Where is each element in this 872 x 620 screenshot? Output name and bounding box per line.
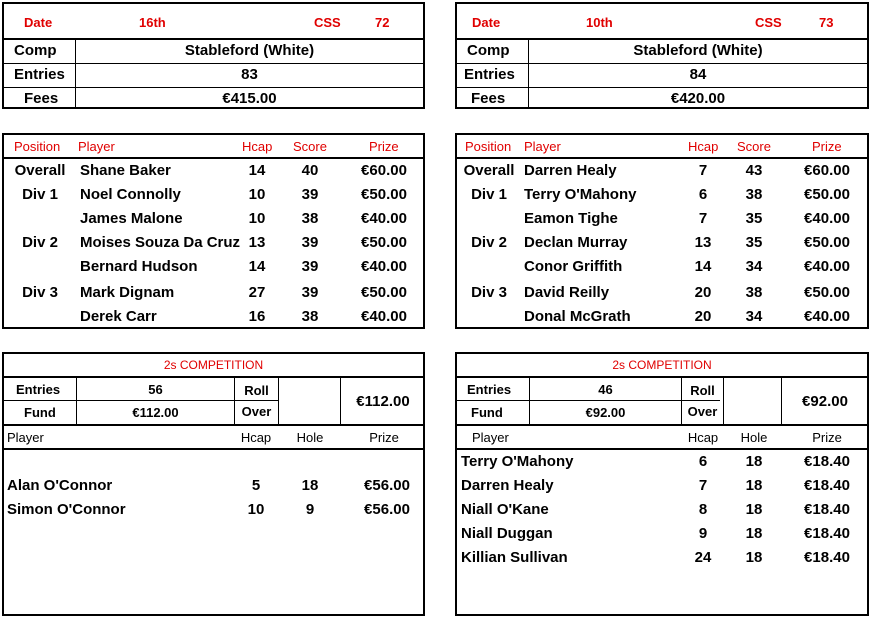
twos-over-label: Over xyxy=(241,404,272,419)
twos-fund-label: Fund xyxy=(471,405,503,420)
divider xyxy=(457,38,867,40)
right-date-value: 10th xyxy=(586,15,613,30)
col-header-hole: Hole xyxy=(296,430,324,445)
col-header-player: Player xyxy=(7,430,44,445)
left-date-label: Date xyxy=(24,15,53,30)
hcap-cell: 27 xyxy=(248,284,266,301)
prize-cell: €18.40 xyxy=(804,525,850,542)
score-cell: 39 xyxy=(301,234,319,251)
col-header-prize: Prize xyxy=(369,430,399,445)
position-cell: Div 3 xyxy=(22,284,58,301)
twos-roll-label: Roll xyxy=(244,383,269,398)
table-row xyxy=(4,258,423,278)
col-header-prize: Prize xyxy=(369,139,399,154)
left-css-value: 72 xyxy=(375,15,390,30)
divider xyxy=(457,448,867,450)
divider xyxy=(4,38,423,40)
right-fees-label: Fees xyxy=(471,90,506,107)
table-row xyxy=(4,186,423,206)
player-cell: Derek Carr xyxy=(80,308,157,325)
score-cell: 39 xyxy=(301,284,319,301)
hcap-cell: 14 xyxy=(694,258,712,275)
player-cell: Darren Healy xyxy=(461,477,554,494)
right-css-value: 73 xyxy=(819,15,834,30)
col-header-player: Player xyxy=(78,139,115,154)
left-entries-value: 83 xyxy=(241,66,258,83)
twos-fund-value: €92.00 xyxy=(585,405,626,420)
col-header-hcap: Hcap xyxy=(687,430,719,445)
score-cell: 38 xyxy=(745,284,763,301)
prize-cell: €18.40 xyxy=(804,477,850,494)
table-row xyxy=(4,477,423,497)
hcap-cell: 13 xyxy=(694,234,712,251)
divider xyxy=(4,87,423,88)
right-twos-competition xyxy=(455,352,869,616)
player-cell: Simon O'Connor xyxy=(7,501,126,518)
score-cell: 34 xyxy=(745,308,763,325)
score-cell: 35 xyxy=(745,234,763,251)
hcap-cell: 6 xyxy=(698,453,708,470)
prize-cell: €40.00 xyxy=(804,210,850,227)
player-cell: Killian Sullivan xyxy=(461,549,568,566)
hcap-cell: 7 xyxy=(698,210,708,227)
divider xyxy=(278,377,279,424)
table-row xyxy=(457,308,867,328)
twos-total: €92.00 xyxy=(802,393,848,410)
twos-entries-value: 46 xyxy=(598,382,613,397)
prize-cell: €50.00 xyxy=(361,234,407,251)
hcap-cell: 8 xyxy=(698,501,708,518)
col-header-player: Player xyxy=(524,139,561,154)
divider xyxy=(457,424,867,426)
position-cell: Div 1 xyxy=(471,186,507,203)
table-row xyxy=(457,258,867,278)
prize-cell: €50.00 xyxy=(804,284,850,301)
prize-cell: €50.00 xyxy=(804,186,850,203)
player-cell: Darren Healy xyxy=(524,162,617,179)
position-cell: Div 2 xyxy=(471,234,507,251)
score-cell: 39 xyxy=(301,186,319,203)
score-cell: 40 xyxy=(301,162,319,179)
left-css-label: CSS xyxy=(314,15,341,30)
hcap-cell: 7 xyxy=(698,162,708,179)
col-header-hcap: Hcap xyxy=(242,139,273,154)
twos-entries-label: Entries xyxy=(467,382,512,397)
twos-fund-value: €112.00 xyxy=(132,405,179,420)
twos-total: €112.00 xyxy=(356,393,410,410)
position-cell: Overall xyxy=(14,162,66,179)
hcap-cell: 10 xyxy=(248,210,266,227)
prize-cell: €18.40 xyxy=(804,501,850,518)
right-header-box xyxy=(455,2,869,109)
table-row xyxy=(457,549,867,569)
hcap-cell: 20 xyxy=(694,284,712,301)
prize-cell: €40.00 xyxy=(804,308,850,325)
player-cell: Conor Griffith xyxy=(524,258,623,275)
table-row xyxy=(457,210,867,230)
table-row xyxy=(4,284,423,304)
divider xyxy=(457,87,867,88)
right-entries-value: 84 xyxy=(689,66,707,83)
hole-cell: 18 xyxy=(745,549,763,566)
player-cell: Moises Souza Da Cruz xyxy=(80,234,241,251)
hcap-cell: 13 xyxy=(248,234,266,251)
prize-cell: €50.00 xyxy=(361,186,407,203)
prize-cell: €60.00 xyxy=(361,162,407,179)
score-cell: 43 xyxy=(745,162,763,179)
table-row xyxy=(457,525,867,545)
divider xyxy=(4,448,423,450)
table-row xyxy=(457,162,867,182)
player-cell: Terry O'Mahony xyxy=(461,453,574,470)
divider xyxy=(4,376,423,378)
hcap-cell: 20 xyxy=(694,308,712,325)
prize-cell: €40.00 xyxy=(361,308,407,325)
hole-cell: 18 xyxy=(745,477,763,494)
col-header-prize: Prize xyxy=(812,430,842,445)
prize-cell: €40.00 xyxy=(804,258,850,275)
position-cell: Div 1 xyxy=(22,186,58,203)
player-cell: Terry O'Mahony xyxy=(524,186,637,203)
left-header-box xyxy=(2,2,425,109)
hole-cell: 18 xyxy=(745,525,763,542)
table-row xyxy=(4,453,423,473)
table-row xyxy=(457,453,867,473)
right-results-table xyxy=(455,133,869,329)
twos-over-label: Over xyxy=(687,404,718,419)
player-cell: Noel Connolly xyxy=(80,186,181,203)
table-row xyxy=(457,234,867,254)
table-row xyxy=(4,210,423,230)
player-cell: Mark Dignam xyxy=(80,284,175,301)
hcap-cell: 7 xyxy=(698,477,708,494)
twos-fund-label: Fund xyxy=(24,405,56,420)
hole-cell: 9 xyxy=(305,501,315,518)
player-cell: James Malone xyxy=(80,210,183,227)
left-comp-label: Comp xyxy=(14,42,57,59)
table-row xyxy=(4,162,423,182)
player-cell: Niall Duggan xyxy=(461,525,553,542)
hcap-cell: 14 xyxy=(248,258,266,275)
prize-cell: €40.00 xyxy=(361,210,407,227)
prize-cell: €40.00 xyxy=(361,258,407,275)
left-comp-value: Stableford (White) xyxy=(184,42,315,59)
player-cell: Eamon Tighe xyxy=(524,210,618,227)
right-comp-value: Stableford (White) xyxy=(633,42,763,59)
prize-cell: €18.40 xyxy=(804,549,850,566)
twos-title: 2s COMPETITION xyxy=(163,358,264,372)
player-cell: David Reilly xyxy=(524,284,610,301)
col-header-hole: Hole xyxy=(740,430,768,445)
twos-roll-label: Roll xyxy=(690,383,715,398)
left-fees-value: €415.00 xyxy=(222,90,277,107)
right-comp-label: Comp xyxy=(467,42,510,59)
prize-cell: €18.40 xyxy=(804,453,850,470)
left-results-table xyxy=(2,133,425,329)
prize-cell: €50.00 xyxy=(361,284,407,301)
hole-cell: 18 xyxy=(745,453,763,470)
divider xyxy=(4,63,423,64)
twos-entries-label: Entries xyxy=(16,382,61,397)
table-row xyxy=(457,477,867,497)
table-row xyxy=(4,234,423,254)
col-header-position: Position xyxy=(14,139,61,154)
score-cell: 38 xyxy=(301,210,319,227)
player-cell: Niall O'Kane xyxy=(461,501,549,518)
hcap-cell: 6 xyxy=(698,186,708,203)
player-cell: Bernard Hudson xyxy=(80,258,198,275)
right-css-label: CSS xyxy=(755,15,782,30)
hcap-cell: 16 xyxy=(248,308,266,325)
score-cell: 39 xyxy=(301,258,319,275)
player-cell: Alan O'Connor xyxy=(7,477,113,494)
prize-cell: €60.00 xyxy=(804,162,850,179)
score-cell: 34 xyxy=(745,258,763,275)
col-header-score: Score xyxy=(737,139,771,154)
left-entries-label: Entries xyxy=(14,66,65,83)
table-row xyxy=(457,284,867,304)
left-fees-label: Fees xyxy=(24,90,59,107)
hcap-cell: 10 xyxy=(248,186,266,203)
position-cell: Div 3 xyxy=(471,284,507,301)
hcap-cell: 24 xyxy=(694,549,712,566)
player-cell: Shane Baker xyxy=(80,162,171,179)
table-row xyxy=(457,186,867,206)
right-entries-label: Entries xyxy=(464,66,515,83)
hcap-cell: 14 xyxy=(248,162,266,179)
divider xyxy=(457,63,867,64)
col-header-player: Player xyxy=(472,430,509,445)
col-header-score: Score xyxy=(293,139,327,154)
player-cell: Declan Murray xyxy=(524,234,628,251)
hcap-cell: 5 xyxy=(251,477,261,494)
table-row xyxy=(4,308,423,328)
col-header-hcap: Hcap xyxy=(240,430,272,445)
twos-entries-value: 56 xyxy=(148,382,163,397)
score-cell: 35 xyxy=(745,210,763,227)
hcap-cell: 10 xyxy=(247,501,265,518)
divider xyxy=(4,157,423,159)
right-fees-value: €420.00 xyxy=(670,90,726,107)
player-cell: Donal McGrath xyxy=(524,308,631,325)
divider xyxy=(723,377,724,424)
position-cell: Div 2 xyxy=(22,234,58,251)
divider xyxy=(4,424,423,426)
right-date-label: Date xyxy=(472,15,501,30)
hole-cell: 18 xyxy=(301,477,319,494)
col-header-position: Position xyxy=(465,139,512,154)
twos-title: 2s COMPETITION xyxy=(612,358,712,372)
score-cell: 38 xyxy=(745,186,763,203)
col-header-hcap: Hcap xyxy=(688,139,719,154)
table-row xyxy=(457,501,867,521)
left-twos-competition xyxy=(2,352,425,616)
position-cell: Overall xyxy=(463,162,515,179)
divider xyxy=(4,400,278,401)
prize-cell: €50.00 xyxy=(804,234,850,251)
left-date-value: 16th xyxy=(139,15,166,30)
divider xyxy=(457,376,867,378)
prize-cell: €56.00 xyxy=(364,501,410,518)
hole-cell: 18 xyxy=(745,501,763,518)
divider xyxy=(457,157,867,159)
col-header-prize: Prize xyxy=(812,139,842,154)
prize-cell: €56.00 xyxy=(364,477,410,494)
table-row xyxy=(4,501,423,521)
hcap-cell: 9 xyxy=(698,525,708,542)
score-cell: 38 xyxy=(301,308,319,325)
